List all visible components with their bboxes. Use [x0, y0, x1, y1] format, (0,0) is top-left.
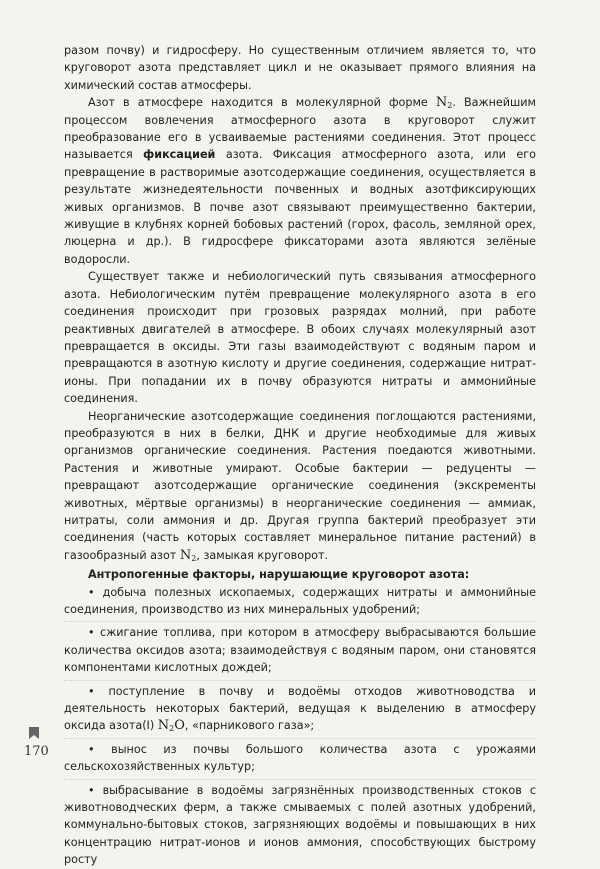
paragraph-1: разом почву) и гидросферу. Но существенным отличием является то, что круговорот азота представляет цикл и не оказывает прямого влияния на химический состав атмосферы.: [64, 44, 536, 92]
formula-n2: $N_2$: [179, 547, 197, 563]
list-item: • сжигание топлива, при котором в атмосферу выбрасываются большие количества оксидов азота; взаимодействуя с водяным паром, они становятся компонентами кислотных дождей;: [64, 626, 536, 675]
divider: [64, 779, 536, 780]
section-heading: Антропогенные факторы, нарушающие круговорот азота:: [88, 568, 470, 582]
page-body: [64, 42, 536, 869]
paragraph-2: Азот в атмосфере находится в молекулярной форме $N_2$. Важнейшим процессом вовлечения атмосферного азота в круговорот служит преобразование его в усваиваемые растениями соединения. Этот процесс называется фиксацией азота. Фиксация атмосферного азота, или его превращение в растворимые азотсодержащие соединения, осуществляется в результате жизнедеятельности почвенных и водных азотфиксирующих живых организмов. В почве азот связывают преимущественно бактерии, живущие в клубнях корней бобовых растений (горох, фасоль, земляной орех, люцерна и др.). В гидросфере фиксаторами азота являются зелёные водоросли.: [64, 95, 536, 266]
formula-n2: $N_2$: [435, 95, 453, 111]
formula-n2o: $N_2O$: [157, 718, 185, 734]
page-number: 170: [24, 744, 49, 759]
list-item: • добыча полезных ископаемых, содержащих нитраты и аммонийные соединения, производство из них минеральных удобрений;: [64, 585, 536, 616]
paragraph-3: Существует также и небиологический путь связывания атмосферного азота. Небиологическим путём превращение молекулярного азота в его соединения происходит при грозовых разрядах молний, при работе реактивных двигателей в атмосфере. В обоих случаях молекулярный азот превращается в оксиды. Эти газы взаимодействуют с водяным паром и превращаются в азотную кислоту и другие соединения, содержащие нитрат-ионы. При попадании их в почву образуются нитраты и аммонийные соединения.: [64, 270, 536, 406]
divider: [64, 738, 536, 739]
divider: [64, 621, 536, 622]
term-fixation: фиксацией: [143, 148, 216, 162]
list-item: • вынос из почвы большого количества азота с урожаями сельскохозяйственных культур;: [64, 742, 536, 774]
paragraph-4: Неорганические азотсодержащие соединения поглощаются растениями, преобразуются в них в белки, ДНК и другие необходимые для живых организмов органические соединения. Растения поедаются животными. Растения и животные умирают. Особые бактерии — редуценты — превращают азотсодержащие органические соединения (экскременты животных, мёртвые организмы) в неорганические соединения — аммиак, нитраты, соли аммония и др. Другая группа бактерий преобразует эти соединения (часть которых составляет минеральное питание растений) в газообразный азот $N_2$, замыкая круговорот.: [64, 409, 536, 563]
list-item: • выбрасывание в водоёмы загрязнённых производственных стоков с животноводческих ферм, а также смываемых с полей азотных удобрений, коммунально-бытовых стоков, загрязняющих водоёмы и повышающих в них концентрацию нитрат-ионов и ионов аммония, способствующих быстрому росту: [64, 783, 536, 867]
divider: [64, 680, 536, 681]
bookmark-icon: [28, 726, 40, 740]
list-item: • поступление в почву и водоёмы отходов животноводства и деятельность некоторых бактерий, ведущая к выделению в атмосферу оксида азота(I) $N_2O$, «парникового газа»;: [64, 684, 536, 734]
